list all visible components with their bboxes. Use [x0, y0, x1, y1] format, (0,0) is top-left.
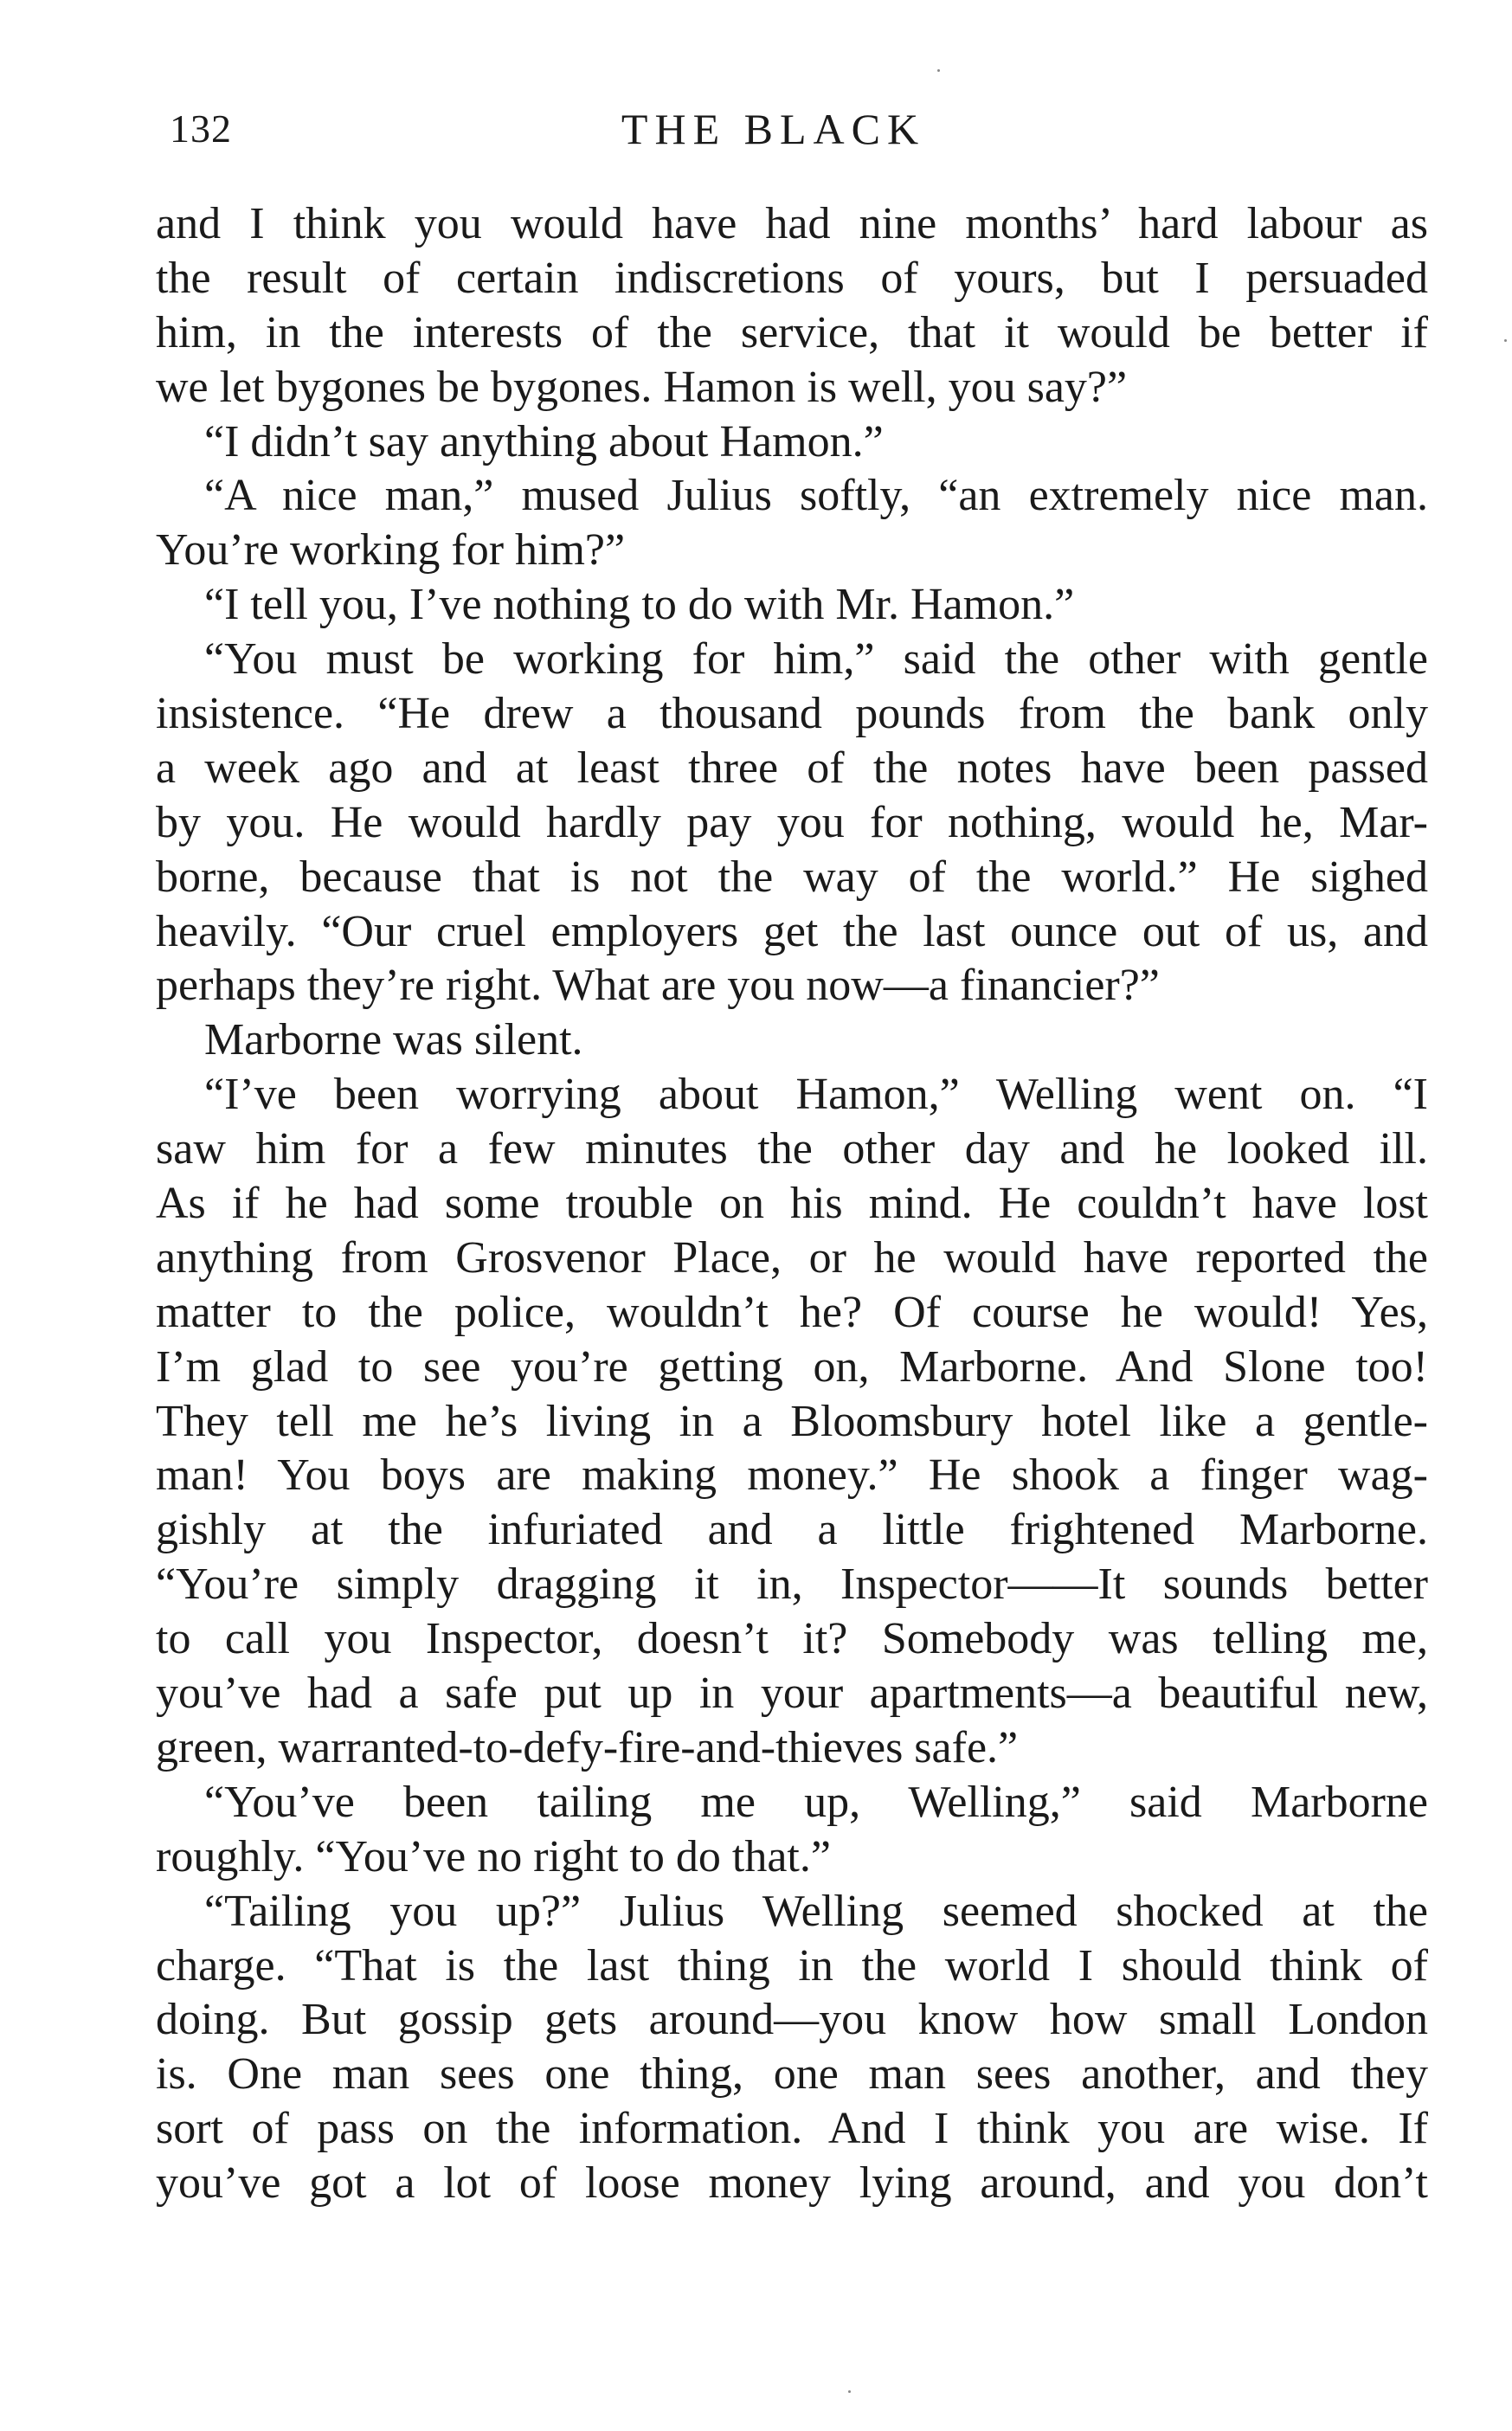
text-line: “A nice man,” mused Julius softly, “an extremely nice man.: [204, 471, 1428, 521]
text-line: roughly. “You’ve no right to do that.”: [156, 1831, 831, 1881]
body-text: [156, 197, 1428, 2211]
text-line: to call you Inspector, doesn’t it? Somebody was telling me,: [156, 1614, 1428, 1664]
text-line: They tell me he’s living in a Bloomsbury hotel like a gentle-: [156, 1396, 1428, 1446]
text-line: anything from Grosvenor Place, or he would have reported the: [156, 1232, 1428, 1283]
text-line: Marborne was silent.: [204, 1015, 583, 1065]
running-head: THE BLACK: [621, 105, 926, 153]
text-line: “I didn’t say anything about Hamon.”: [204, 416, 884, 466]
scan-speck: [1504, 339, 1507, 342]
scan-speck: [937, 69, 940, 72]
text-line: “Tailing you up?” Julius Welling seemed shocked at the: [204, 1886, 1428, 1936]
text-line: “I’ve been worrying about Hamon,” Welling went on. “I: [204, 1070, 1428, 1120]
text-line: the result of certain indiscretions of yours, but I persuaded: [156, 253, 1428, 303]
text-line: perhaps they’re right. What are you now—a financier?”: [156, 961, 1160, 1011]
text-line: green, warranted-to-defy-fire-and-thieves safe.”: [156, 1722, 1019, 1772]
text-line: “I tell you, I’ve nothing to do with Mr. Hamon.”: [204, 580, 1075, 630]
text-line: and I think you would have had nine months’ hard labour as: [156, 199, 1428, 248]
text-line: gishly at the infuriated and a little frightened Marborne.: [156, 1505, 1428, 1555]
text-line: is. One man sees one thing, one man sees another, and they: [156, 2049, 1428, 2100]
text-line: charge. “That is the last thing in the world I should think of: [156, 1940, 1428, 1990]
text-line: saw him for a few minutes the other day and he looked ill.: [156, 1124, 1428, 1174]
scan-speck: [848, 2390, 851, 2393]
text-line: him, in the interests of the service, that it would be better if: [156, 307, 1428, 357]
page-number: 132: [170, 106, 232, 151]
text-line: “You’re simply dragging it in, Inspector——It sounds better: [156, 1560, 1428, 1610]
text-line: sort of pass on the information. And I think you are wise. If: [156, 2104, 1428, 2154]
text-line: “You’ve been tailing me up, Welling,” said Marborne: [204, 1777, 1428, 1827]
text-line: I’m glad to see you’re getting on, Marborne. And Slone too!: [156, 1341, 1428, 1392]
text-line: you’ve got a lot of loose money lying around, and you don’t: [156, 2158, 1428, 2209]
text-line: by you. He would hardly pay you for nothing, would he, Mar-: [156, 797, 1428, 847]
text-line: As if he had some trouble on his mind. He couldn’t have lost: [156, 1179, 1428, 1229]
text-line: “You must be working for him,” said the other with gentle: [204, 634, 1428, 685]
text-line: insistence. “He drew a thousand pounds from the bank only: [156, 689, 1428, 739]
text-line: You’re working for him?”: [156, 525, 626, 576]
text-line: a week ago and at least three of the notes have been passed: [156, 743, 1428, 793]
text-line: doing. But gossip gets around—you know how small London: [156, 1995, 1428, 2045]
text-line: matter to the police, wouldn’t he? Of course he would! Yes,: [156, 1287, 1428, 1337]
text-line: you’ve had a safe put up in your apartments—a beautiful new,: [156, 1669, 1428, 1719]
text-line: man! You boys are making money.” He shook a finger wag-: [156, 1450, 1428, 1501]
text-line: we let bygones be bygones. Hamon is well, you say?”: [156, 362, 1128, 412]
text-line: heavily. “Our cruel employers get the last ounce out of us, and: [156, 906, 1428, 956]
text-line: borne, because that is not the way of the world.” He sighed: [156, 852, 1428, 902]
